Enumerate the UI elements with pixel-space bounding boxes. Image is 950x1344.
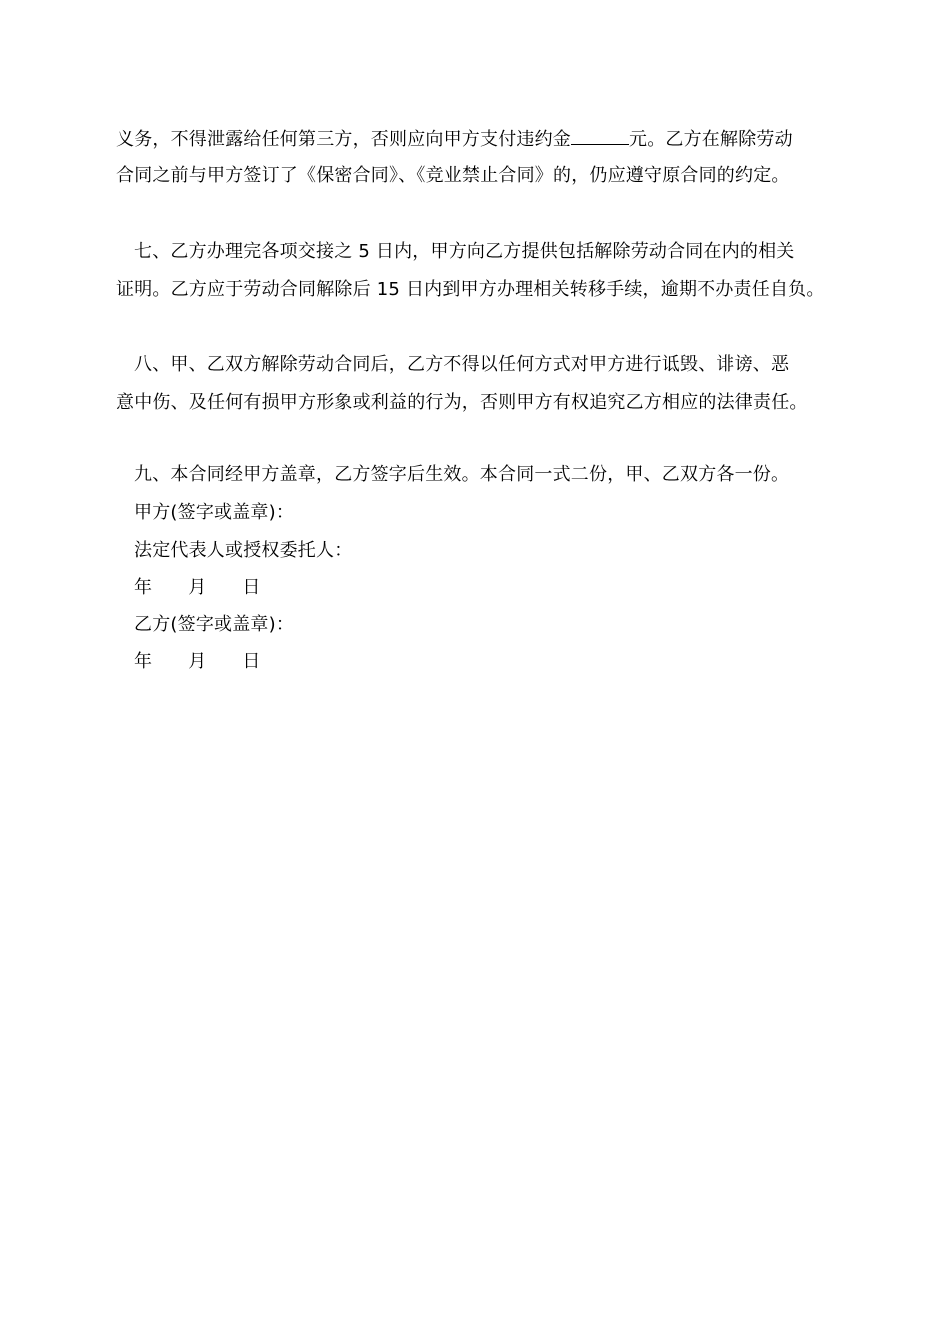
legal-rep-signature-label: 法定代表人或授权委托人： [134,540,353,561]
para7-line1: 七、乙方办理完各项交接之 5 日内，甲方向乙方提供包括解除劳动合同在内的相关 [134,241,795,262]
month-label: 月 [188,651,207,672]
party-b-date-row [134,650,261,674]
party-a-date-row [134,576,261,600]
para6-line1 [116,126,793,152]
day-label: 日 [242,577,261,598]
month-label: 月 [188,577,207,598]
party-a-signature-label: 甲方(签字或盖章)： [134,502,295,523]
year-label: 年 [134,651,153,672]
para9-line1: 九、本合同经甲方盖章，乙方签字后生效。本合同一式二份，甲、乙双方各一份。 [134,464,790,485]
para6-line1-pre: 义务，不得泄露给任何第三方，否则应向甲方支付违约金 [116,129,571,150]
penalty-amount-blank [571,126,629,145]
para8-line2: 意中伤、及任何有损甲方形象或利益的行为，否则甲方有权追究乙方相应的法律责任。 [116,392,808,413]
para7-line2: 证明。乙方应于劳动合同解除后 15 日内到甲方办理相关转移手续，逾期不办责任自负。 [116,279,825,300]
year-label: 年 [134,577,153,598]
para8-line1: 八、甲、乙双方解除劳动合同后，乙方不得以任何方式对甲方进行诋毁、诽谤、恶 [134,354,790,375]
para6-line1-post: 元。乙方在解除劳动 [629,129,793,150]
party-b-signature-label: 乙方(签字或盖章)： [134,614,295,635]
day-label: 日 [242,651,261,672]
para6-line2: 合同之前与甲方签订了《保密合同》、《竞业禁止合同》的，仍应遵守原合同的约定。 [116,165,790,186]
